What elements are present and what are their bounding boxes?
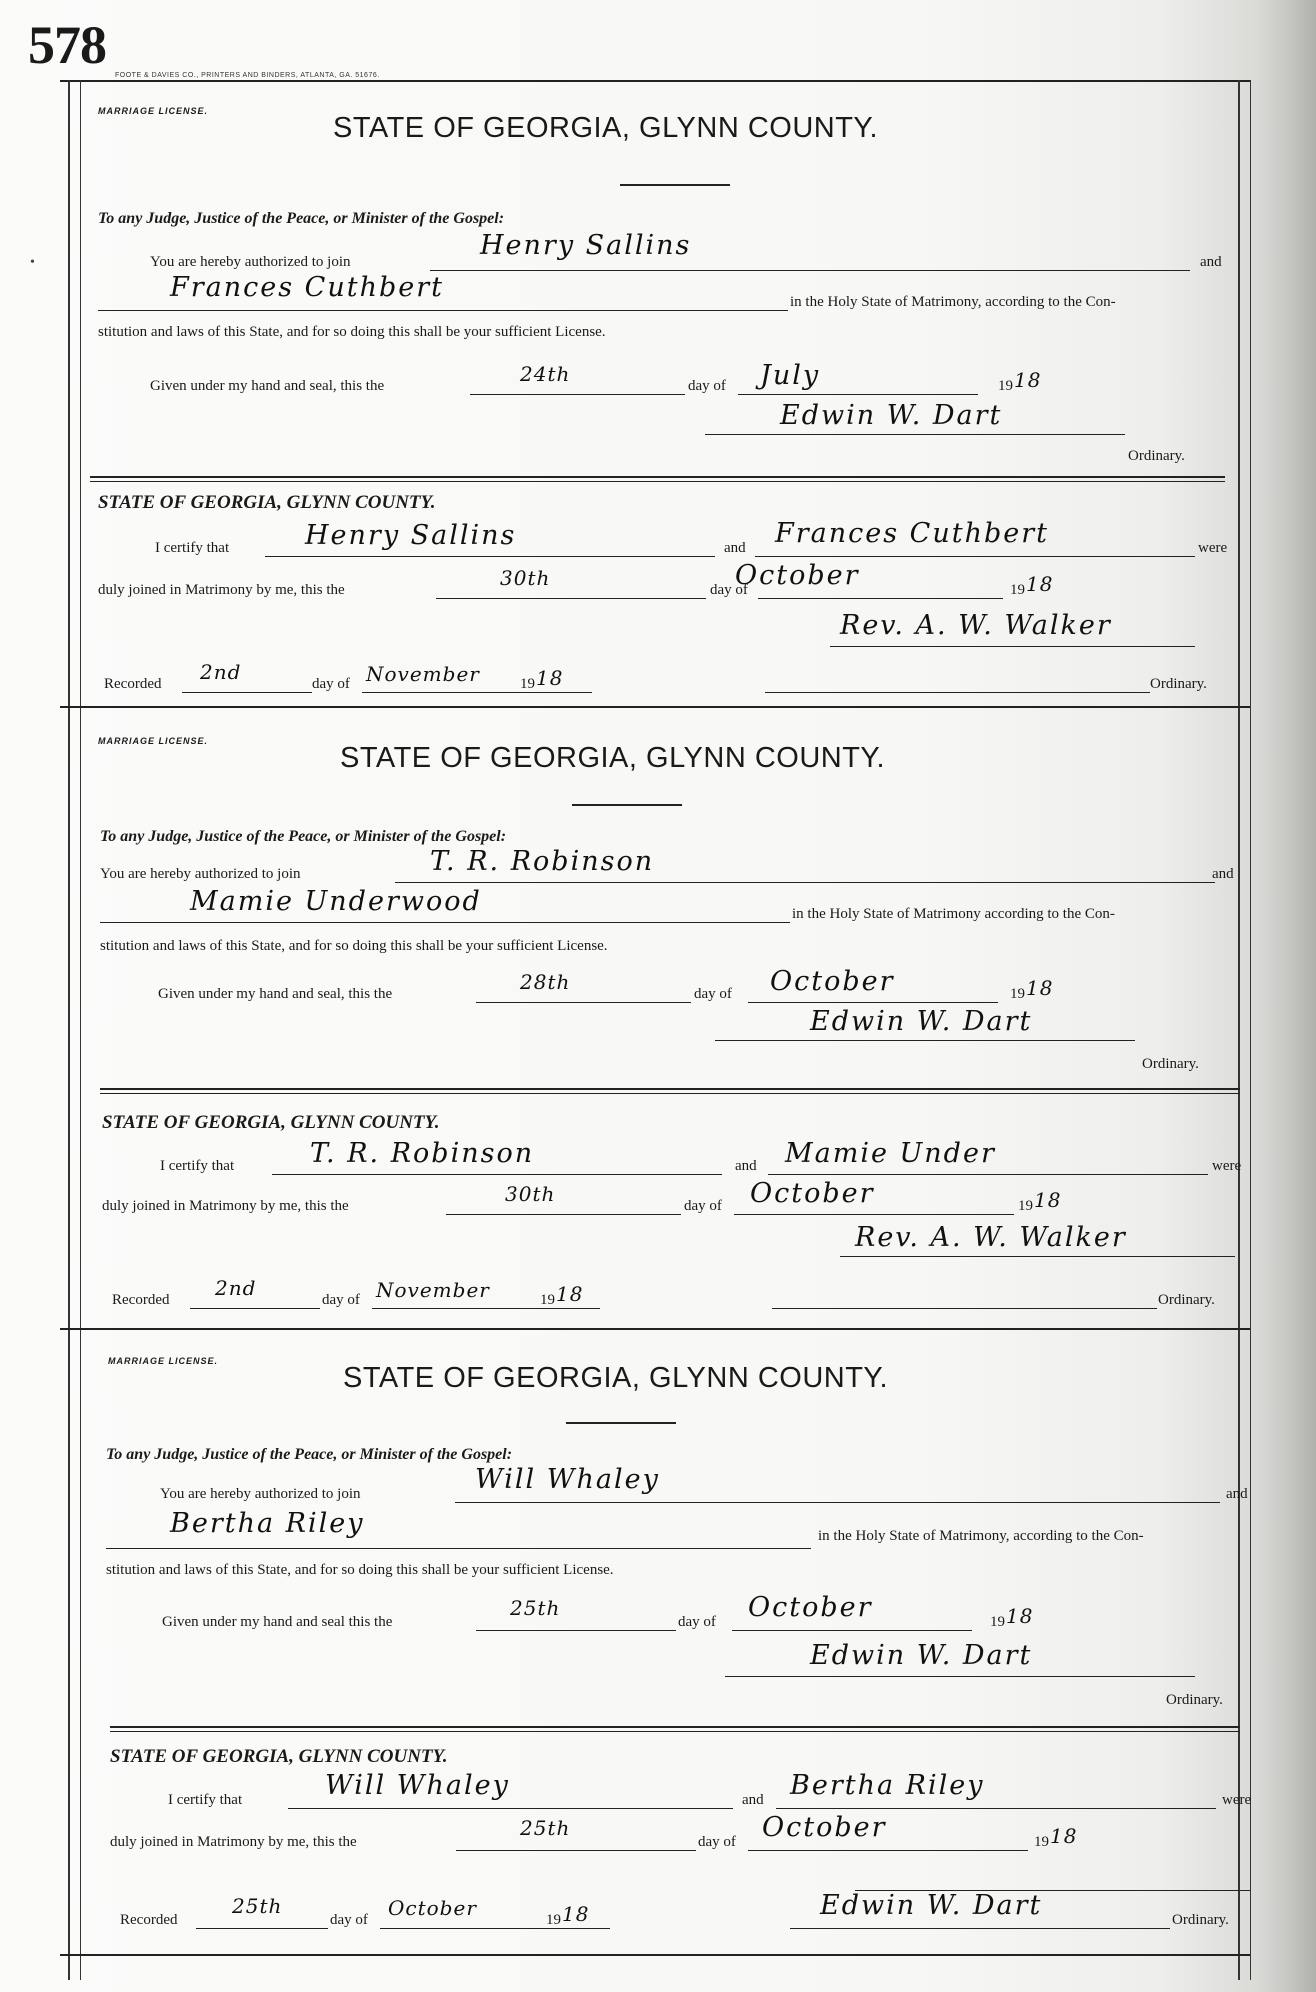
duly-joined-text: duly joined in Matrimony by me, this the	[102, 1198, 349, 1214]
year-prefix: 19	[546, 1912, 561, 1928]
page-number: 578	[28, 15, 106, 75]
license-day: 24th	[520, 362, 571, 386]
were-word: were	[1222, 1792, 1252, 1808]
year-prefix: 19	[1010, 986, 1025, 1002]
license-month: July	[760, 360, 821, 391]
and-word: and	[1200, 254, 1222, 270]
recorded-year: 18	[556, 1282, 584, 1306]
holy-state: in the Holy State of Matrimony, according to the Con-	[790, 294, 1116, 310]
license-year: 18	[1006, 1604, 1034, 1628]
cert-groom: T. R. Robinson	[310, 1138, 535, 1169]
certificate-heading: STATE OF GEORGIA, GLYNN COUNTY.	[98, 492, 436, 513]
cert-groom-line	[288, 1808, 733, 1809]
recorded-day: 2nd	[215, 1276, 257, 1300]
officiant-signature: Rev. A. W. Walker	[855, 1222, 1127, 1253]
ordinary-label: Ordinary.	[1150, 676, 1207, 692]
section-divider-thin	[110, 1731, 1240, 1732]
license-day-line	[470, 394, 685, 395]
license-day-line	[476, 1002, 691, 1003]
certificate-heading: STATE OF GEORGIA, GLYNN COUNTY.	[102, 1112, 440, 1133]
cert-bride-line	[768, 1174, 1208, 1175]
section-divider	[100, 1088, 1240, 1090]
license-label: MARRIAGE LICENSE.	[108, 1356, 219, 1366]
license-day: 28th	[520, 970, 571, 994]
marriage-day-line	[446, 1214, 681, 1215]
marriage-day: 25th	[520, 1816, 571, 1840]
license-year: 18	[1014, 368, 1042, 392]
ordinary-signature-line	[725, 1676, 1195, 1677]
bride-name: Bertha Riley	[170, 1508, 365, 1539]
day-of: day of	[710, 582, 748, 598]
marriage-day: 30th	[505, 1182, 556, 1206]
recorded-day: 25th	[232, 1894, 283, 1918]
day-of: day of	[698, 1834, 736, 1850]
marriage-month-line	[758, 598, 1003, 599]
marriage-day-line	[456, 1850, 696, 1851]
recorded-month-line	[362, 692, 592, 693]
cert-groom-line	[272, 1174, 722, 1175]
heading-underline	[620, 184, 730, 186]
and-word: and	[735, 1158, 757, 1174]
were-word: were	[1212, 1158, 1242, 1174]
officiant-line	[840, 1256, 1235, 1257]
given-text: Given under my hand and seal, this the	[150, 378, 385, 394]
recorded-day-line	[190, 1308, 320, 1309]
recorded-day-line	[182, 692, 312, 693]
ordinary-signature: Edwin W. Dart	[780, 400, 1003, 431]
join-prefix: You are hereby authorized to join	[150, 254, 351, 270]
year-prefix: 19	[1010, 582, 1025, 598]
day-of: day of	[684, 1198, 722, 1214]
right-margin-rule	[1238, 80, 1240, 1980]
license-heading: STATE OF GEORGIA, GLYNN COUNTY.	[340, 742, 886, 774]
year-prefix: 19	[1018, 1198, 1033, 1214]
recorded-month-line	[380, 1928, 610, 1929]
section-divider	[110, 1726, 1240, 1728]
cert-bride-line	[755, 556, 1195, 557]
recorded-year: 18	[562, 1902, 590, 1926]
recorded-year: 18	[536, 666, 564, 690]
recorded-label: Recorded	[112, 1292, 170, 1308]
heading-underline	[572, 804, 682, 806]
cert-groom-line	[265, 556, 715, 557]
ordinary-signature: Edwin W. Dart	[810, 1006, 1033, 1037]
cert-groom: Will Whaley	[325, 1770, 510, 1801]
ordinary-label: Ordinary.	[1158, 1292, 1215, 1308]
marriage-month: October	[750, 1178, 875, 1209]
record-divider	[60, 1328, 1250, 1330]
recorded-day-line	[196, 1928, 328, 1929]
groom-line	[430, 270, 1190, 271]
printer-imprint: FOOTE & DAVIES CO., PRINTERS AND BINDERS, ATLANTA, GA. 51676.	[115, 72, 380, 79]
groom-name: Will Whaley	[475, 1464, 660, 1495]
salutation: To any Judge, Justice of the Peace, or Minister of the Gospel:	[106, 1446, 513, 1463]
license-month-line	[738, 394, 978, 395]
holy-state: in the Holy State of Matrimony, according to the Con-	[818, 1528, 1144, 1544]
holy-state: in the Holy State of Matrimony according to the Con-	[792, 906, 1115, 922]
left-margin-rule-inner	[80, 80, 81, 1980]
recorded-signature: Edwin W. Dart	[820, 1890, 1043, 1921]
binding-shadow	[1256, 0, 1316, 1992]
year-prefix: 19	[540, 1292, 555, 1308]
year-prefix: 19	[990, 1614, 1005, 1630]
bride-line	[106, 1548, 811, 1549]
certify-text: I certify that	[168, 1792, 243, 1808]
marriage-year: 18	[1034, 1188, 1062, 1212]
duly-joined-text: duly joined in Matrimony by me, this the	[98, 582, 345, 598]
license-label: MARRIAGE LICENSE.	[98, 736, 209, 746]
cert-bride: Frances Cuthbert	[775, 518, 1049, 549]
ordinary-label: Ordinary.	[1128, 448, 1185, 464]
ordinary-signature: Edwin W. Dart	[810, 1640, 1033, 1671]
recorded-month: November	[366, 662, 480, 686]
day-of: day of	[678, 1614, 716, 1630]
day-of: day of	[330, 1912, 368, 1928]
day-of: day of	[694, 986, 732, 1002]
license-day-line	[476, 1630, 676, 1631]
recorded-month: November	[376, 1278, 490, 1302]
license-month: October	[748, 1592, 873, 1623]
marriage-month-line	[748, 1850, 1028, 1851]
certificate-heading: STATE OF GEORGIA, GLYNN COUNTY.	[110, 1746, 448, 1767]
day-of: day of	[688, 378, 726, 394]
salutation: To any Judge, Justice of the Peace, or Minister of the Gospel:	[98, 210, 505, 227]
cert-groom: Henry Sallins	[305, 520, 517, 551]
constitution-text: stitution and laws of this State, and for so doing this shall be your sufficient License.	[98, 324, 606, 340]
marriage-month: October	[735, 560, 860, 591]
left-margin-rule	[68, 80, 70, 1980]
officiant-signature: Rev. A. W. Walker	[840, 610, 1112, 641]
ordinary-signature-line	[705, 434, 1125, 435]
recorded-signature-line	[790, 1928, 1170, 1929]
recorded-month: October	[388, 1896, 477, 1920]
certify-text: I certify that	[155, 540, 230, 556]
constitution-text: stitution and laws of this State, and for so doing this shall be your sufficient License.	[106, 1562, 614, 1578]
groom-name: T. R. Robinson	[430, 846, 655, 877]
recorded-label: Recorded	[120, 1912, 178, 1928]
and-word: and	[1212, 866, 1234, 882]
ordinary-label: Ordinary.	[1166, 1692, 1223, 1708]
recorded-signature-line	[765, 692, 1150, 693]
groom-line	[395, 882, 1215, 883]
certify-text: I certify that	[160, 1158, 235, 1174]
section-divider-thin	[90, 481, 1225, 482]
marriage-day-line	[436, 598, 706, 599]
ordinary-signature-line	[715, 1040, 1135, 1041]
stray-mark: •	[30, 255, 35, 270]
ordinary-label: Ordinary.	[1142, 1056, 1199, 1072]
heading-underline	[566, 1422, 676, 1424]
join-prefix: You are hereby authorized to join	[160, 1486, 361, 1502]
right-margin-rule-outer	[1250, 80, 1251, 1980]
marriage-month-line	[734, 1214, 1014, 1215]
recorded-day: 2nd	[200, 660, 242, 684]
salutation: To any Judge, Justice of the Peace, or Minister of the Gospel:	[100, 828, 507, 845]
duly-joined-text: duly joined in Matrimony by me, this the	[110, 1834, 357, 1850]
constitution-text: stitution and laws of this State, and for so doing this shall be your sufficient License.	[100, 938, 608, 954]
recorded-label: Recorded	[104, 676, 162, 692]
were-word: were	[1198, 540, 1228, 556]
and-word: and	[724, 540, 746, 556]
bottom-rule	[60, 1954, 1250, 1956]
license-year: 18	[1026, 976, 1054, 1000]
license-heading: STATE OF GEORGIA, GLYNN COUNTY.	[333, 112, 879, 144]
given-text: Given under my hand and seal this the	[162, 1614, 393, 1630]
day-of: day of	[322, 1292, 360, 1308]
join-prefix: You are hereby authorized to join	[100, 866, 301, 882]
marriage-month: October	[762, 1812, 887, 1843]
license-month-line	[748, 1002, 998, 1003]
marriage-year: 18	[1050, 1824, 1078, 1848]
top-rule	[60, 80, 1250, 82]
and-word: and	[1226, 1486, 1248, 1502]
cert-bride-line	[776, 1808, 1216, 1809]
cert-bride: Mamie Under	[785, 1138, 996, 1169]
cert-bride: Bertha Riley	[790, 1770, 985, 1801]
record-divider	[60, 706, 1250, 708]
year-prefix: 19	[998, 378, 1013, 394]
license-day: 25th	[510, 1596, 561, 1620]
license-label: MARRIAGE LICENSE.	[98, 106, 209, 116]
license-month-line	[732, 1630, 972, 1631]
section-divider	[90, 476, 1225, 478]
bride-name: Frances Cuthbert	[170, 272, 444, 303]
given-text: Given under my hand and seal, this the	[158, 986, 393, 1002]
license-heading: STATE OF GEORGIA, GLYNN COUNTY.	[343, 1362, 889, 1394]
recorded-signature-line	[772, 1308, 1157, 1309]
license-month: October	[770, 966, 895, 997]
day-of: day of	[312, 676, 350, 692]
groom-line	[455, 1502, 1220, 1503]
bride-line	[100, 922, 790, 923]
officiant-line	[830, 646, 1195, 647]
ordinary-label: Ordinary.	[1172, 1912, 1229, 1928]
marriage-day: 30th	[500, 566, 551, 590]
and-word: and	[742, 1792, 764, 1808]
bride-name: Mamie Underwood	[190, 886, 482, 917]
recorded-month-line	[372, 1308, 600, 1309]
year-prefix: 19	[1034, 1834, 1049, 1850]
marriage-year: 18	[1026, 572, 1054, 596]
year-prefix: 19	[520, 676, 535, 692]
bride-line	[98, 310, 788, 311]
groom-name: Henry Sallins	[480, 230, 692, 261]
section-divider-thin	[100, 1093, 1240, 1094]
